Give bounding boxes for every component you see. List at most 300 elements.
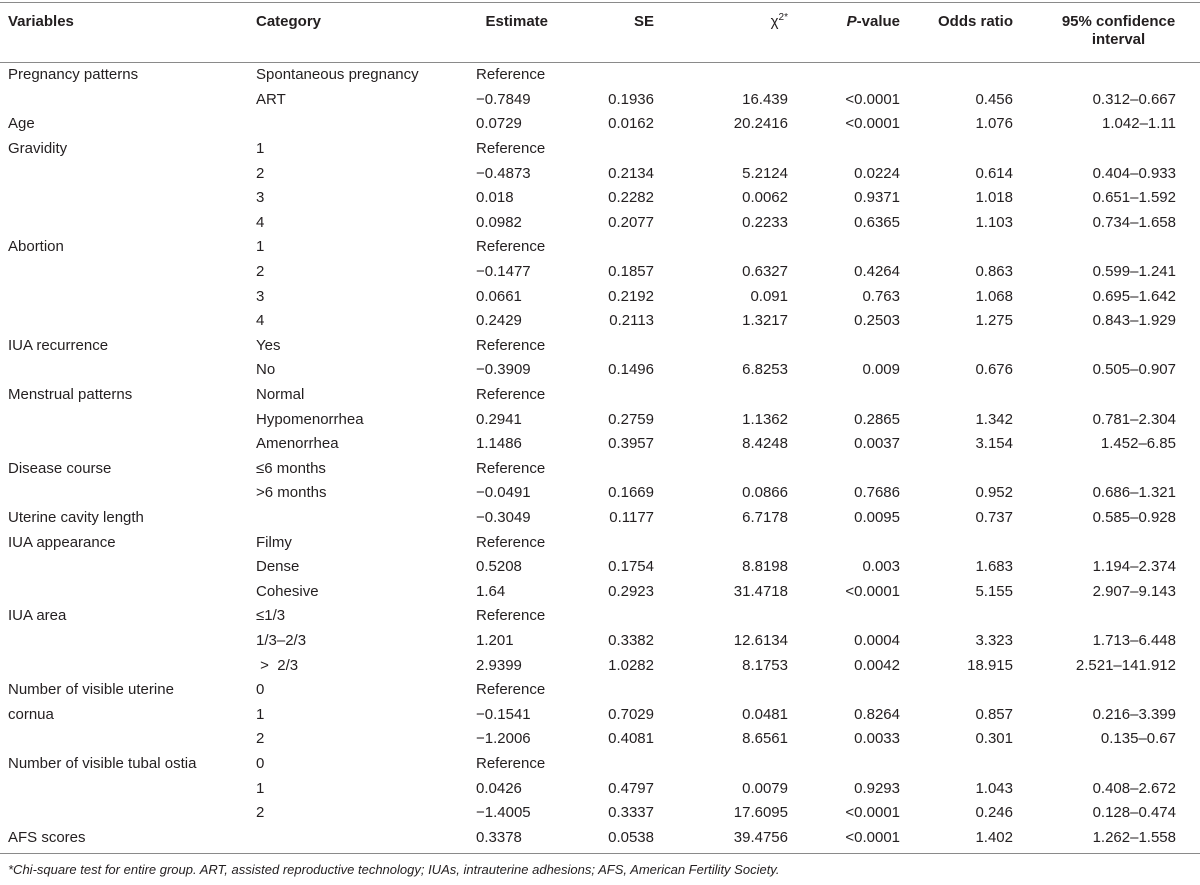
cell-p-value: 0.0224 — [854, 164, 900, 182]
cell-estimate: Reference — [476, 459, 546, 477]
cell-variable — [0, 431, 256, 456]
cell-confidence-interval — [1017, 62, 1200, 87]
cell-chi-square: 0.2233 — [742, 213, 788, 231]
cell-p-value: 0.2865 — [854, 410, 900, 428]
cell-chi-square — [654, 677, 794, 702]
cell-se: 0.2923 — [608, 582, 654, 600]
cell-estimate: 2.9399 — [476, 656, 522, 674]
table-row — [0, 505, 1200, 530]
cell-chi-square — [654, 136, 794, 161]
cell-category: ≤1/3 — [256, 607, 286, 625]
cell-odds-ratio: 0.456 — [975, 90, 1013, 108]
cell-odds-ratio: 3.154 — [975, 435, 1013, 453]
cell-category: Normal — [256, 386, 305, 404]
cell-odds-ratio: 1.068 — [975, 287, 1013, 305]
cell-p-value — [794, 333, 904, 358]
cell-variable: Disease course — [8, 459, 112, 477]
cell-odds-ratio: 0.246 — [975, 804, 1013, 822]
cell-chi-square: 8.8198 — [742, 558, 788, 576]
table-row — [0, 800, 1200, 825]
cell-p-value: <0.0001 — [845, 582, 900, 600]
cell-category: 2 — [256, 804, 265, 822]
header-p-value — [794, 3, 904, 62]
table-row — [0, 604, 1200, 629]
table-row — [0, 653, 1200, 678]
table-row — [0, 776, 1200, 801]
cell-category: 1 — [256, 238, 265, 256]
cell-category: 2 — [256, 263, 265, 281]
cell-variable: cornua — [8, 705, 54, 723]
cell-category: >6 months — [256, 484, 327, 502]
cell-estimate: −0.7849 — [476, 90, 531, 108]
cell-chi-square — [654, 235, 794, 260]
cell-chi-square — [654, 530, 794, 555]
cell-odds-ratio: 0.863 — [975, 263, 1013, 281]
header-category: Category — [256, 13, 322, 30]
cell-chi-square: 0.0079 — [742, 779, 788, 797]
cell-p-value: 0.9371 — [854, 189, 900, 207]
cell-se — [548, 62, 654, 87]
cell-category: Amenorrhea — [256, 435, 339, 453]
cell-estimate: Reference — [476, 386, 546, 404]
cell-estimate: 0.0426 — [476, 779, 522, 797]
cell-estimate: −0.1541 — [476, 705, 531, 723]
cell-se: 0.1754 — [608, 558, 654, 576]
cell-variable — [0, 185, 256, 210]
cell-se — [548, 677, 654, 702]
cell-estimate: 0.2941 — [476, 410, 522, 428]
table-row — [0, 751, 1200, 776]
cell-odds-ratio: 1.342 — [975, 410, 1013, 428]
table-row — [0, 161, 1200, 186]
cell-variable: Age — [8, 115, 35, 133]
cell-estimate: −0.3049 — [476, 508, 531, 526]
cell-p-value: <0.0001 — [845, 828, 900, 846]
table-row — [0, 431, 1200, 456]
cell-p-value: 0.7686 — [854, 484, 900, 502]
cell-p-value: 0.0095 — [854, 508, 900, 526]
table-row — [0, 210, 1200, 235]
cell-confidence-interval: 0.408–2.672 — [1092, 779, 1176, 797]
cell-p-value — [794, 136, 904, 161]
cell-chi-square — [654, 751, 794, 776]
cell-se: 0.1857 — [608, 263, 654, 281]
cell-confidence-interval: 0.216–3.399 — [1092, 705, 1176, 723]
cell-chi-square — [654, 456, 794, 481]
cell-variable: IUA appearance — [8, 533, 116, 551]
cell-confidence-interval: 0.599–1.241 — [1092, 263, 1176, 281]
cell-odds-ratio: 1.402 — [975, 828, 1013, 846]
cell-p-value: 0.6365 — [854, 213, 900, 231]
cell-estimate: Reference — [476, 681, 546, 699]
cell-category: Cohesive — [256, 582, 319, 600]
cell-p-value: 0.2503 — [854, 312, 900, 330]
cell-confidence-interval: 2.521–141.912 — [1075, 656, 1176, 674]
header-p-suffix: -value — [856, 13, 900, 30]
cell-chi-square — [654, 333, 794, 358]
ci-line2: interval — [1091, 31, 1146, 48]
cell-category: 1 — [256, 140, 265, 158]
cell-variable — [0, 210, 256, 235]
cell-odds-ratio — [904, 62, 1017, 87]
cell-category: Dense — [256, 558, 300, 576]
cell-odds-ratio: 0.952 — [975, 484, 1013, 502]
cell-p-value: 0.763 — [862, 287, 900, 305]
cell-category: Filmy — [256, 533, 292, 551]
cell-p-value: 0.0004 — [854, 631, 900, 649]
cell-chi-square: 12.6134 — [733, 631, 788, 649]
cell-odds-ratio — [904, 382, 1017, 407]
cell-odds-ratio — [904, 333, 1017, 358]
cell-confidence-interval: 0.695–1.642 — [1092, 287, 1176, 305]
table-row — [0, 727, 1200, 752]
cell-se: 0.2113 — [609, 312, 654, 330]
cell-p-value — [794, 751, 904, 776]
cell-estimate: Reference — [476, 238, 546, 256]
cell-estimate: −1.4005 — [476, 804, 531, 822]
cell-variable — [0, 481, 256, 506]
cell-odds-ratio: 0.676 — [975, 361, 1013, 379]
header-odds-ratio: Odds ratio — [937, 13, 1013, 30]
cell-chi-square: 8.6561 — [742, 730, 788, 748]
cell-category: 1 — [256, 779, 265, 797]
cell-estimate: −0.4873 — [476, 164, 531, 182]
cell-se — [548, 530, 654, 555]
cell-estimate: −1.2006 — [476, 730, 531, 748]
cell-confidence-interval: 0.585–0.928 — [1092, 508, 1176, 526]
cell-variable — [0, 358, 256, 383]
cell-odds-ratio — [904, 604, 1017, 629]
cell-odds-ratio: 0.614 — [975, 164, 1013, 182]
chi-symbol: χ — [770, 13, 779, 30]
cell-odds-ratio — [904, 751, 1017, 776]
cell-p-value — [794, 456, 904, 481]
cell-se — [548, 235, 654, 260]
cell-variable: Menstrual patterns — [8, 386, 133, 404]
cell-variable: IUA area — [8, 607, 67, 625]
cell-odds-ratio — [904, 677, 1017, 702]
cell-p-value — [794, 604, 904, 629]
cell-p-value: <0.0001 — [845, 804, 900, 822]
cell-estimate: 0.3378 — [476, 828, 522, 846]
cell-variable — [0, 308, 256, 333]
cell-estimate: 1.64 — [476, 582, 506, 600]
table-body — [0, 62, 1200, 850]
cell-se — [548, 604, 654, 629]
cell-variable: AFS scores — [8, 828, 86, 846]
cell-odds-ratio — [904, 456, 1017, 481]
table-row — [0, 358, 1200, 383]
cell-chi-square: 0.0866 — [742, 484, 788, 502]
cell-variable: IUA recurrence — [8, 336, 109, 354]
cell-chi-square: 6.8253 — [742, 361, 788, 379]
table-row — [0, 677, 1200, 702]
cell-variable: Gravidity — [8, 140, 68, 158]
cell-variable — [0, 628, 256, 653]
cell-se: 0.2759 — [608, 410, 654, 428]
cell-chi-square: 8.4248 — [742, 435, 788, 453]
cell-odds-ratio — [904, 136, 1017, 161]
cell-confidence-interval: 2.907–9.143 — [1092, 582, 1176, 600]
cell-se: 0.1177 — [609, 508, 654, 526]
cell-variable: Uterine cavity length — [8, 508, 144, 526]
cell-category: 3 — [256, 189, 265, 207]
cell-estimate: 0.0729 — [476, 115, 522, 133]
cell-confidence-interval: 0.781–2.304 — [1092, 410, 1176, 428]
cell-category: 4 — [256, 213, 265, 231]
cell-odds-ratio: 1.275 — [975, 312, 1013, 330]
cell-odds-ratio: 1.683 — [975, 558, 1013, 576]
header-se: SE — [633, 13, 654, 30]
cell-chi-square: 0.0481 — [742, 705, 788, 723]
chi-superscript: 2* — [778, 12, 788, 23]
cell-odds-ratio: 1.103 — [975, 213, 1013, 231]
cell-chi-square: 31.4718 — [733, 582, 788, 600]
cell-odds-ratio: 1.043 — [975, 779, 1013, 797]
cell-category: > 2/3 — [256, 656, 299, 674]
cell-estimate: −0.0491 — [476, 484, 531, 502]
cell-p-value: 0.0033 — [854, 730, 900, 748]
header-p-letter: P — [846, 13, 857, 30]
cell-estimate: Reference — [476, 533, 546, 551]
ci-line1: 95% confidence — [1061, 13, 1176, 30]
cell-odds-ratio — [904, 235, 1017, 260]
cell-confidence-interval: 1.194–2.374 — [1092, 558, 1176, 576]
cell-p-value: <0.0001 — [845, 115, 900, 133]
cell-p-value — [794, 530, 904, 555]
table-row — [0, 235, 1200, 260]
cell-odds-ratio: 0.857 — [975, 705, 1013, 723]
cell-odds-ratio: 0.737 — [975, 508, 1013, 526]
table-row — [0, 456, 1200, 481]
cell-se: 0.3337 — [608, 804, 654, 822]
cell-chi-square: 6.7178 — [742, 508, 788, 526]
cell-confidence-interval — [1017, 751, 1200, 776]
cell-estimate: 0.018 — [476, 189, 514, 207]
cell-estimate: Reference — [476, 754, 546, 772]
cell-confidence-interval — [1017, 456, 1200, 481]
cell-confidence-interval: 0.128–0.474 — [1092, 804, 1176, 822]
cell-variable — [0, 407, 256, 432]
cell-chi-square: 20.2416 — [733, 115, 788, 133]
cell-se — [548, 382, 654, 407]
cell-se: 0.4797 — [608, 779, 654, 797]
cell-confidence-interval — [1017, 382, 1200, 407]
cell-category: 0 — [256, 754, 265, 772]
cell-confidence-interval: 0.505–0.907 — [1092, 361, 1176, 379]
table-row — [0, 62, 1200, 87]
footnote: *Chi-square test for entire group. ART, assisted reproductive technology; IUAs, intrauterine adhesions; AFS, American Fertility Society. — [8, 862, 780, 877]
cell-confidence-interval: 0.843–1.929 — [1092, 312, 1176, 330]
cell-category: No — [256, 361, 276, 379]
cell-variable — [0, 800, 256, 825]
cell-category: Hypomenorrhea — [256, 410, 364, 428]
cell-confidence-interval — [1017, 677, 1200, 702]
cell-category — [256, 505, 476, 530]
cell-confidence-interval: 0.734–1.658 — [1092, 213, 1176, 231]
cell-category: Yes — [256, 336, 281, 354]
table-row — [0, 481, 1200, 506]
cell-odds-ratio: 3.323 — [975, 631, 1013, 649]
cell-odds-ratio: 1.076 — [975, 115, 1013, 133]
cell-confidence-interval — [1017, 333, 1200, 358]
cell-confidence-interval: 1.452–6.85 — [1100, 435, 1176, 453]
cell-chi-square: 17.6095 — [733, 804, 788, 822]
cell-chi-square: 16.439 — [742, 90, 788, 108]
cell-chi-square — [654, 604, 794, 629]
cell-odds-ratio: 5.155 — [975, 582, 1013, 600]
cell-se — [548, 333, 654, 358]
cell-estimate: 1.1486 — [476, 435, 522, 453]
cell-category: 2 — [256, 730, 265, 748]
cell-confidence-interval — [1017, 604, 1200, 629]
cell-category: 2 — [256, 164, 265, 182]
cell-variable — [0, 161, 256, 186]
cell-category: ART — [256, 90, 286, 108]
cell-p-value: 0.0042 — [854, 656, 900, 674]
cell-confidence-interval — [1017, 530, 1200, 555]
cell-variable — [0, 259, 256, 284]
cell-category: 3 — [256, 287, 265, 305]
cell-estimate: Reference — [476, 66, 546, 84]
cell-se: 0.2077 — [608, 213, 654, 231]
cell-variable: Pregnancy patterns — [8, 66, 139, 84]
cell-category: 0 — [256, 681, 265, 699]
cell-confidence-interval: 0.312–0.667 — [1092, 90, 1176, 108]
cell-category: Spontaneous pregnancy — [256, 66, 419, 84]
cell-category — [256, 825, 476, 850]
cell-variable — [0, 653, 256, 678]
table-row — [0, 308, 1200, 333]
cell-confidence-interval: 1.713–6.448 — [1092, 631, 1176, 649]
table-row — [0, 136, 1200, 161]
cell-se: 0.4081 — [608, 730, 654, 748]
cell-p-value: 0.003 — [862, 558, 900, 576]
table-row — [0, 825, 1200, 850]
cell-chi-square: 1.3217 — [742, 312, 788, 330]
cell-odds-ratio: 0.301 — [975, 730, 1013, 748]
cell-chi-square — [654, 382, 794, 407]
header-estimate: Estimate — [485, 13, 548, 30]
header-variables: Variables — [8, 13, 74, 30]
cell-category: ≤6 months — [256, 459, 326, 477]
cell-estimate: −0.3909 — [476, 361, 531, 379]
cell-p-value: 0.8264 — [854, 705, 900, 723]
cell-se: 0.2134 — [608, 164, 654, 182]
cell-chi-square: 0.6327 — [742, 263, 788, 281]
cell-p-value — [794, 382, 904, 407]
cell-variable: Number of visible uterine — [8, 681, 174, 699]
cell-p-value: 0.009 — [862, 361, 900, 379]
cell-se: 0.0538 — [608, 828, 654, 846]
table-row — [0, 628, 1200, 653]
table-row — [0, 112, 1200, 137]
cell-se: 0.1669 — [608, 484, 654, 502]
table-row — [0, 284, 1200, 309]
cell-category: 1 — [256, 705, 265, 723]
cell-confidence-interval: 1.262–1.558 — [1092, 828, 1176, 846]
cell-p-value — [794, 235, 904, 260]
cell-confidence-interval: 0.686–1.321 — [1092, 484, 1176, 502]
cell-variable — [0, 284, 256, 309]
cell-confidence-interval: 1.042–1.11 — [1102, 115, 1176, 133]
cell-chi-square — [654, 62, 794, 87]
header-confidence-interval — [1017, 3, 1200, 62]
cell-chi-square: 0.091 — [750, 287, 788, 305]
cell-confidence-interval: 0.404–0.933 — [1092, 164, 1176, 182]
cell-p-value — [794, 677, 904, 702]
regression-table — [0, 3, 1200, 850]
table-row — [0, 407, 1200, 432]
cell-odds-ratio: 1.018 — [975, 189, 1013, 207]
cell-estimate: 0.0661 — [476, 287, 522, 305]
cell-se: 0.7029 — [608, 705, 654, 723]
bottom-rule — [0, 853, 1200, 854]
cell-category: 4 — [256, 312, 265, 330]
cell-p-value: 0.0037 — [854, 435, 900, 453]
cell-variable — [0, 776, 256, 801]
cell-se: 1.0282 — [608, 656, 654, 674]
table-row — [0, 702, 1200, 727]
cell-p-value — [794, 62, 904, 87]
cell-se: 0.1496 — [608, 361, 654, 379]
cell-variable — [0, 579, 256, 604]
cell-se: 0.0162 — [608, 115, 654, 133]
cell-estimate: 0.0982 — [476, 213, 522, 231]
cell-chi-square: 5.2124 — [742, 164, 788, 182]
cell-chi-square: 1.1362 — [742, 410, 788, 428]
cell-variable — [0, 554, 256, 579]
cell-estimate: Reference — [476, 140, 546, 158]
cell-se: 0.2192 — [608, 287, 654, 305]
cell-confidence-interval: 0.135–0.67 — [1100, 730, 1176, 748]
cell-confidence-interval: 0.651–1.592 — [1092, 189, 1176, 207]
cell-confidence-interval — [1017, 235, 1200, 260]
table-row — [0, 259, 1200, 284]
table-row — [0, 333, 1200, 358]
table-row — [0, 382, 1200, 407]
cell-estimate: Reference — [476, 607, 546, 625]
cell-se — [548, 456, 654, 481]
cell-estimate: −0.1477 — [476, 263, 531, 281]
cell-se: 0.1936 — [608, 90, 654, 108]
table-row — [0, 530, 1200, 555]
cell-variable: Number of visible tubal ostia — [8, 754, 197, 772]
cell-variable: Abortion — [8, 238, 64, 256]
table-row — [0, 554, 1200, 579]
cell-p-value: <0.0001 — [845, 90, 900, 108]
cell-se — [548, 136, 654, 161]
cell-confidence-interval — [1017, 136, 1200, 161]
cell-p-value: 0.9293 — [854, 779, 900, 797]
header-row — [0, 3, 1200, 62]
cell-estimate: 0.2429 — [476, 312, 522, 330]
cell-se: 0.3382 — [608, 631, 654, 649]
table-row — [0, 579, 1200, 604]
cell-estimate: 0.5208 — [476, 558, 522, 576]
cell-se: 0.3957 — [608, 435, 654, 453]
cell-p-value: 0.4264 — [854, 263, 900, 281]
cell-estimate: 1.201 — [476, 631, 514, 649]
cell-chi-square: 39.4756 — [733, 828, 788, 846]
cell-category: 1/3–2/3 — [256, 631, 307, 649]
cell-category — [256, 112, 476, 137]
cell-odds-ratio: 18.915 — [967, 656, 1013, 674]
cell-estimate: Reference — [476, 336, 546, 354]
table-row — [0, 87, 1200, 112]
cell-variable — [0, 87, 256, 112]
cell-variable — [0, 727, 256, 752]
